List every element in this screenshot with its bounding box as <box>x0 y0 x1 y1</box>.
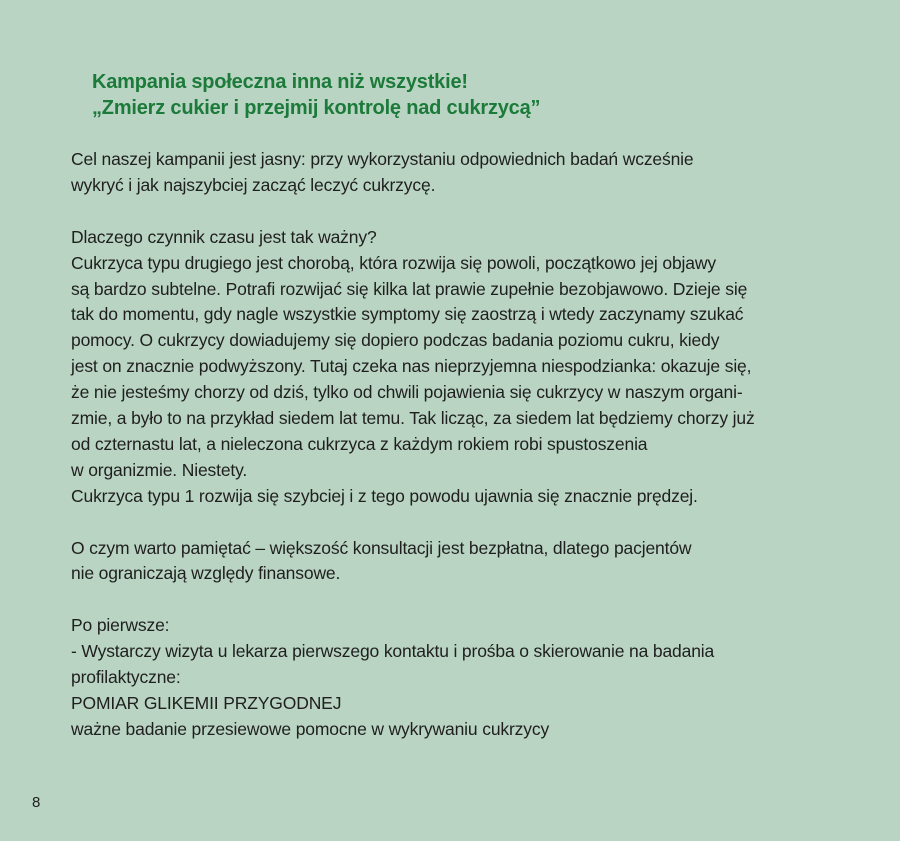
paragraph <box>71 225 831 510</box>
paragraph-spacer <box>71 199 831 225</box>
text-line: Po pierwsze: <box>71 615 170 636</box>
paragraph-spacer <box>71 587 831 613</box>
paragraph <box>71 147 831 199</box>
text-line: - Wystarczy wizyta u lekarza pierwszego kontaktu i prośba o skierowanie na badania <box>71 641 715 662</box>
text-line: Cel naszej kampanii jest jasny: przy wykorzystaniu odpowiednich badań wcześnie <box>71 149 694 169</box>
paragraph <box>71 536 831 588</box>
heading-line-2: „Zmierz cukier i przejmij kontrolę nad cukrzycą” <box>92 97 541 119</box>
page-heading <box>92 69 852 121</box>
text-line: Dlaczego czynnik czasu jest tak ważny? <box>71 226 377 247</box>
text-line: od czternastu lat, a nieleczona cukrzyca z każdym rokiem robi spustoszenia <box>71 433 648 454</box>
text-line: są bardzo subtelne. Potrafi rozwijać się kilka lat prawie zupełnie bezobjawowo. Dzieje się <box>71 278 748 299</box>
heading-line-1: Kampania społeczna inna niż wszystkie! <box>92 71 468 93</box>
page-number: 8 <box>32 794 41 811</box>
text-line: jest on znacznie podwyższony. Tutaj czeka nas nieprzyjemna niespodzianka: okazuje się, <box>71 356 752 377</box>
paragraph <box>71 613 831 743</box>
text-line: ważne badanie przesiewowe pomocne w wykrywaniu cukrzycy <box>71 718 550 739</box>
text-line: w organizmie. Niestety. <box>71 459 248 480</box>
text-line: nie ograniczają względy finansowe. <box>71 563 341 584</box>
text-line: POMIAR GLIKEMII PRZYGODNEJ <box>71 692 342 713</box>
body-text <box>71 147 831 743</box>
text-line: Cukrzyca typu drugiego jest chorobą, która rozwija się powoli, początkowo jej objawy <box>71 252 716 273</box>
text-line: Cukrzyca typu 1 rozwija się szybciej i z tego powodu ujawnia się znacznie prędzej. <box>71 485 698 506</box>
text-line: wykryć i jak najszybciej zacząć leczyć cukrzycę. <box>71 174 436 195</box>
text-line: zmie, a było to na przykład siedem lat temu. Tak licząc, za siedem lat będziemy chorzy już <box>71 408 755 429</box>
paragraph-spacer <box>71 510 831 536</box>
text-line: pomocy. O cukrzycy dowiadujemy się dopiero podczas badania poziomu cukru, kiedy <box>71 330 720 351</box>
text-line: że nie jesteśmy chorzy od dziś, tylko od chwili pojawienia się cukrzycy w naszym organi- <box>71 382 743 403</box>
text-line: tak do momentu, gdy nagle wszystkie symptomy się zaostrzą i wtedy zaczynamy szukać <box>71 304 744 325</box>
text-line: O czym warto pamiętać – większość konsultacji jest bezpłatna, dlatego pacjentów <box>71 537 692 558</box>
text-line: profilaktyczne: <box>71 667 181 688</box>
